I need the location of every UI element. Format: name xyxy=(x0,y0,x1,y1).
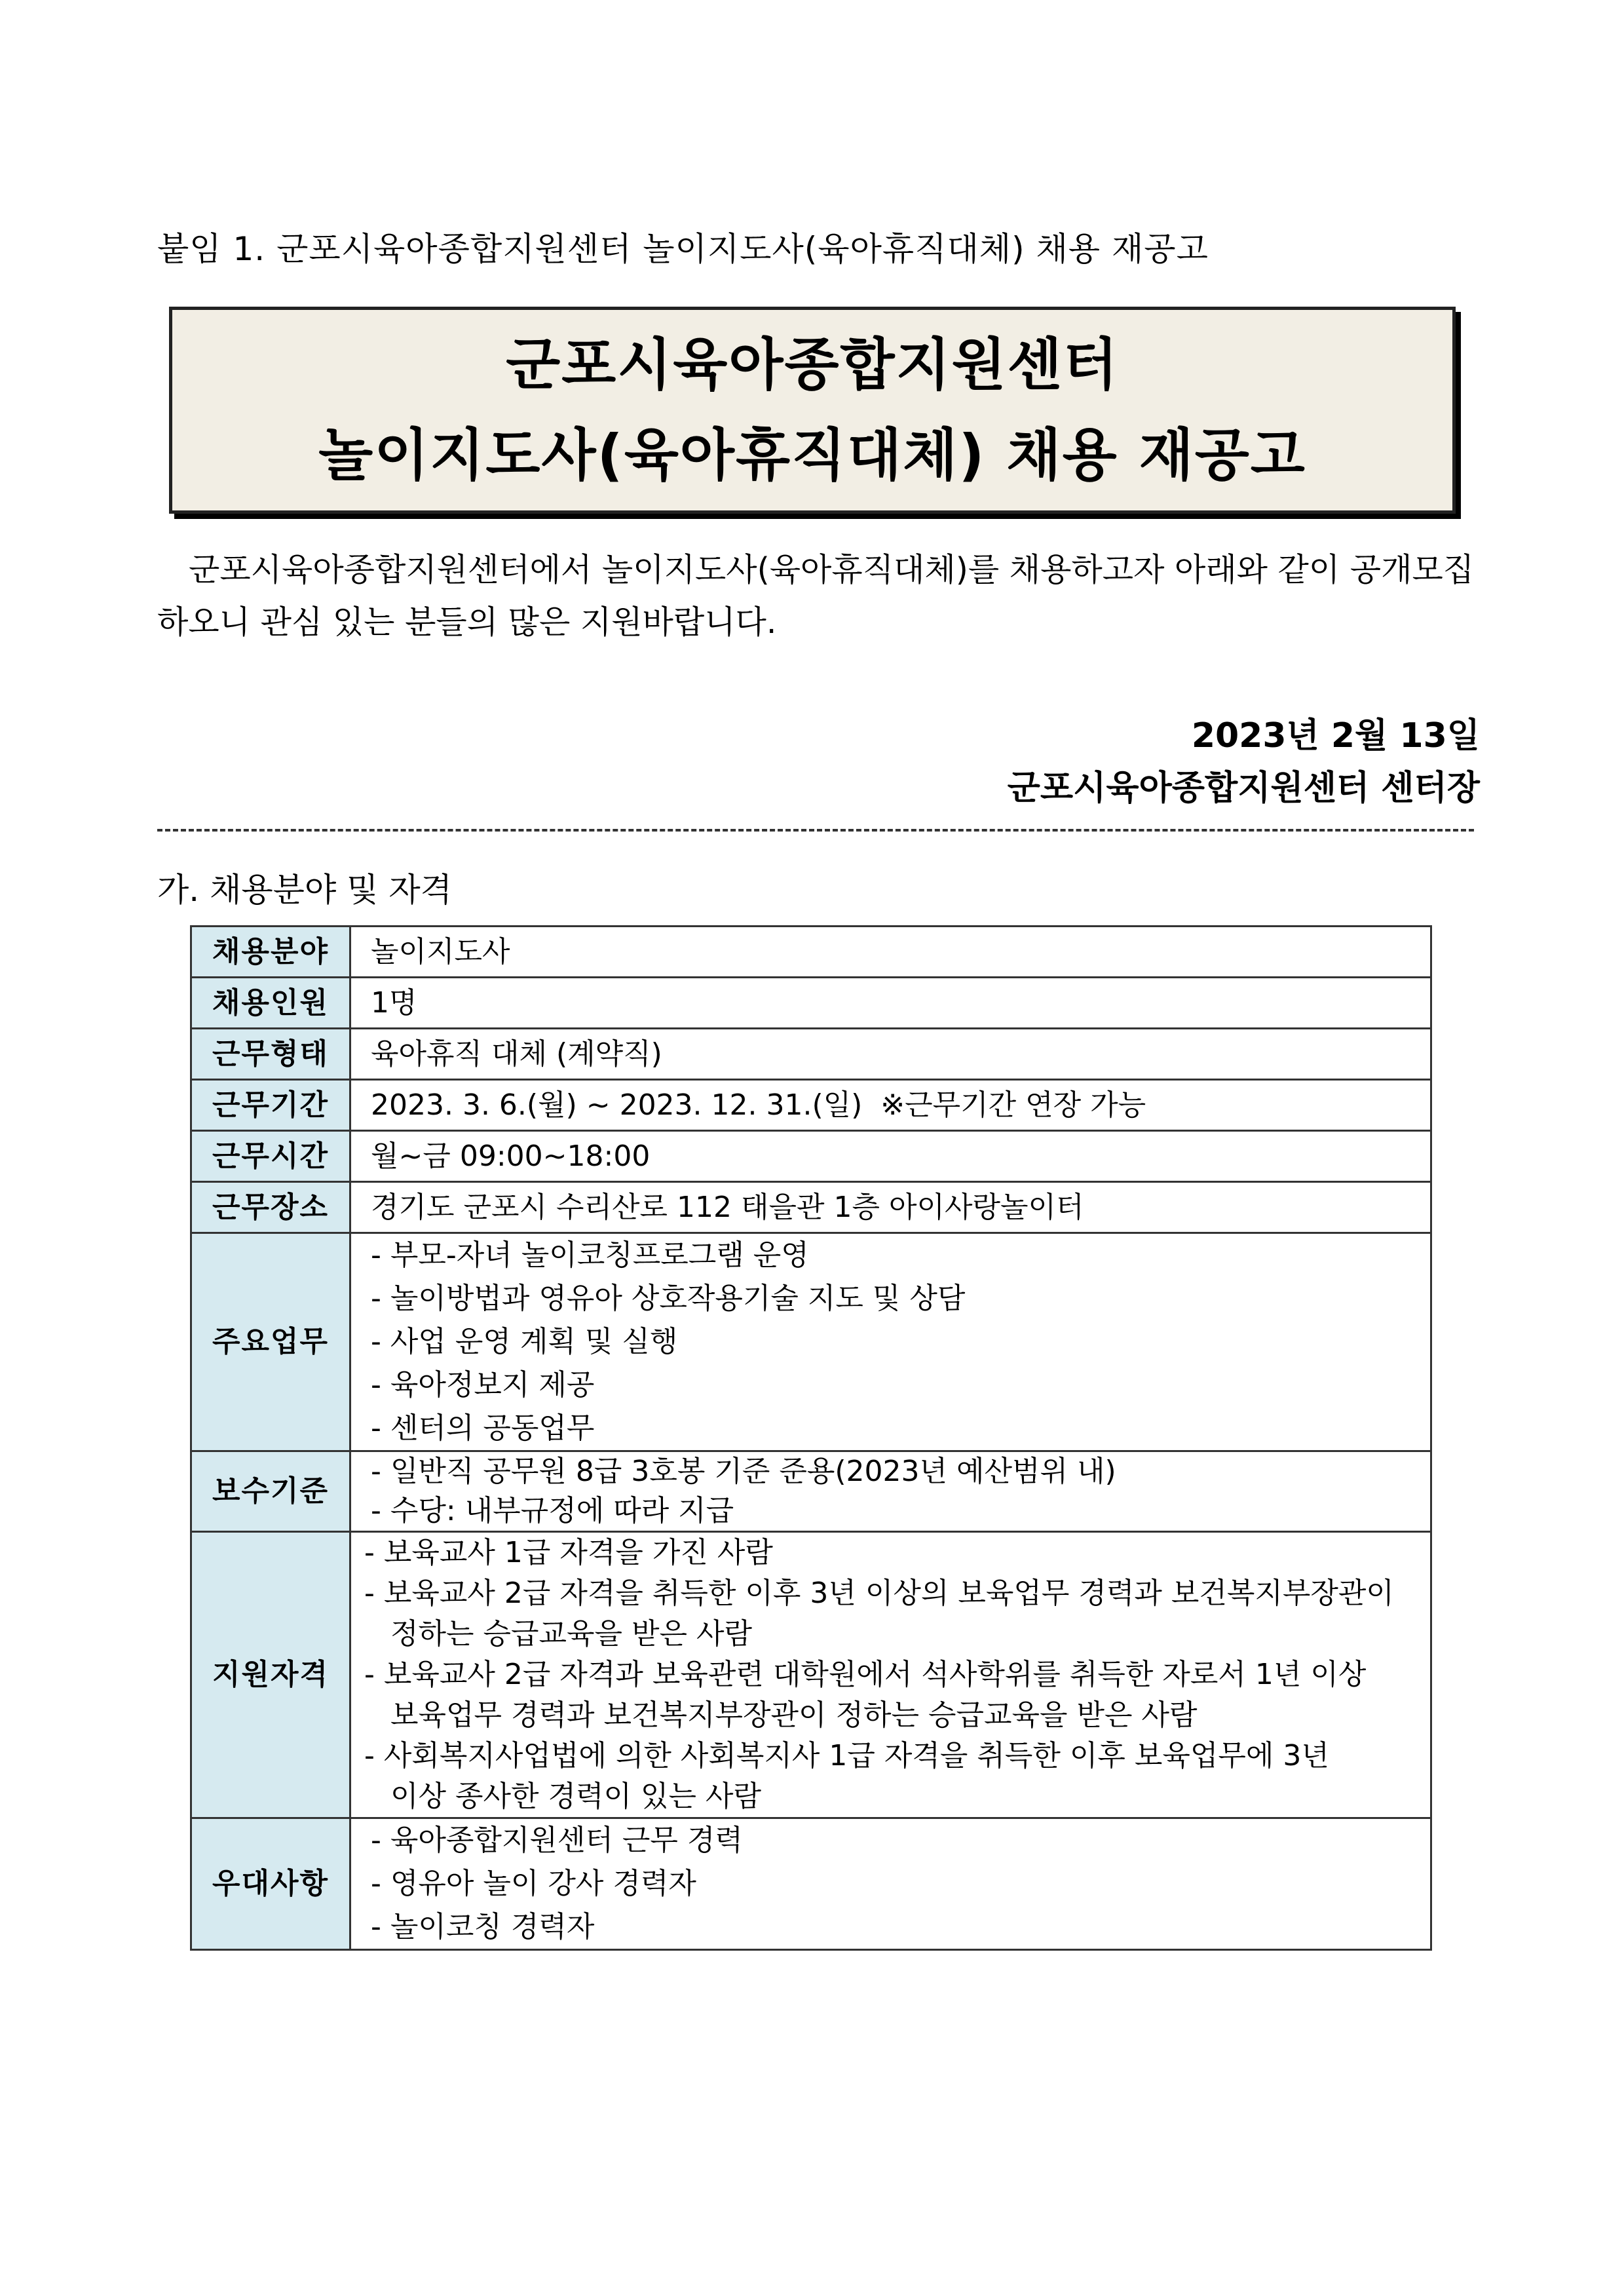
recruitment-table xyxy=(190,925,1432,1951)
row-label: 근무시간 xyxy=(191,1131,350,1182)
row-label: 보수기준 xyxy=(191,1451,350,1532)
table-row xyxy=(191,978,1431,1029)
row-value-list xyxy=(350,1233,1431,1451)
row-label: 주요업무 xyxy=(191,1233,350,1451)
attachment-line: 붙임 1. 군포시육아종합지원센터 놀이지도사(육아휴직대체) 채용 재공고 xyxy=(157,230,1209,268)
list-item: - 센터의 공동업무 xyxy=(371,1411,595,1445)
dashed-divider xyxy=(157,829,1474,832)
table-row xyxy=(191,1182,1431,1233)
row-value-list xyxy=(350,1818,1431,1950)
row-value: 2023. 3. 6.(월) ~ 2023. 12. 31.(일) ※근무기간 연장 가능 xyxy=(350,1080,1431,1131)
table-row xyxy=(191,927,1431,978)
list-item: - 육아종합지원센터 근무 경력 xyxy=(371,1824,743,1857)
row-value-list xyxy=(350,1451,1431,1532)
table-row xyxy=(191,1029,1431,1080)
table-row xyxy=(191,1818,1431,1950)
section-heading: 가. 채용분야 및 자격 xyxy=(157,871,452,909)
list-item: - 수당: 내부규정에 따라 지급 xyxy=(371,1494,734,1527)
row-value: 놀이지도사 xyxy=(350,927,1431,978)
list-item: - 놀이방법과 영유아 상호작용기술 지도 및 상담 xyxy=(371,1282,966,1315)
row-label: 지원자격 xyxy=(191,1532,350,1818)
table-row xyxy=(191,1080,1431,1131)
row-label: 채용인원 xyxy=(191,978,350,1029)
row-value: 월~금 09:00~18:00 xyxy=(350,1131,1431,1182)
row-label: 근무형태 xyxy=(191,1029,350,1080)
list-item: - 놀이코칭 경력자 xyxy=(371,1910,595,1943)
list-item: - 영유아 놀이 강사 경력자 xyxy=(371,1867,696,1900)
list-item: - 일반직 공무원 8급 3호봉 기준 준용(2023년 예산범위 내) xyxy=(371,1455,1116,1488)
row-label: 채용분야 xyxy=(191,927,350,978)
title-box xyxy=(169,307,1456,514)
row-value: 육아휴직 대체 (계약직) xyxy=(350,1029,1431,1080)
list-item: - 부모-자녀 놀이코칭프로그램 운영 xyxy=(371,1238,809,1272)
signer: 군포시육아종합지원센터 센터장 xyxy=(1007,769,1480,808)
row-value: 경기도 군포시 수리산로 112 태을관 1층 아이사랑놀이터 xyxy=(350,1182,1431,1233)
row-label: 근무장소 xyxy=(191,1182,350,1233)
list-item: - 사회복지사업법에 의한 사회복지사 1급 자격을 취득한 이후 보육업무에 3년 xyxy=(364,1739,1329,1772)
list-item: 보육업무 경력과 보건복지부장관이 정하는 승급교육을 받은 사람 xyxy=(390,1698,1198,1732)
table-row xyxy=(191,1451,1431,1532)
title-line-1: 군포시육아종합지원센터 xyxy=(506,332,1119,398)
intro-line-2: 하오니 관심 있는 분들의 많은 지원바랍니다. xyxy=(157,603,777,641)
list-item: - 보육교사 2급 자격을 취득한 이후 3년 이상의 보육업무 경력과 보건복지부장관이 xyxy=(364,1577,1394,1610)
table-row xyxy=(191,1131,1431,1182)
list-item: - 사업 운영 계획 및 실행 xyxy=(371,1325,678,1358)
list-item: 정하는 승급교육을 받은 사람 xyxy=(390,1617,753,1651)
row-label: 우대사항 xyxy=(191,1818,350,1950)
announcement-date: 2023년 2월 13일 xyxy=(1191,716,1480,756)
intro-paragraph xyxy=(157,544,1481,649)
list-item: - 보육교사 1급 자격을 가진 사람 xyxy=(364,1536,773,1569)
row-label: 근무기간 xyxy=(191,1080,350,1131)
row-value-list xyxy=(350,1532,1431,1818)
intro-line-1: 군포시육아종합지원센터에서 놀이지도사(육아휴직대체)를 채용하고자 아래와 같이 공개모집 xyxy=(189,551,1475,588)
list-item: - 보육교사 2급 자격과 보육관련 대학원에서 석사학위를 취득한 자로서 1년 이상 xyxy=(364,1658,1367,1691)
row-value: 1명 xyxy=(350,978,1431,1029)
table-row xyxy=(191,1233,1431,1451)
table-row xyxy=(191,1532,1431,1818)
list-item: 이상 종사한 경력이 있는 사람 xyxy=(390,1780,761,1813)
list-item: - 육아정보지 제공 xyxy=(371,1368,595,1402)
title-line-2: 놀이지도사(육아휴직대체) 채용 재공고 xyxy=(318,423,1306,488)
